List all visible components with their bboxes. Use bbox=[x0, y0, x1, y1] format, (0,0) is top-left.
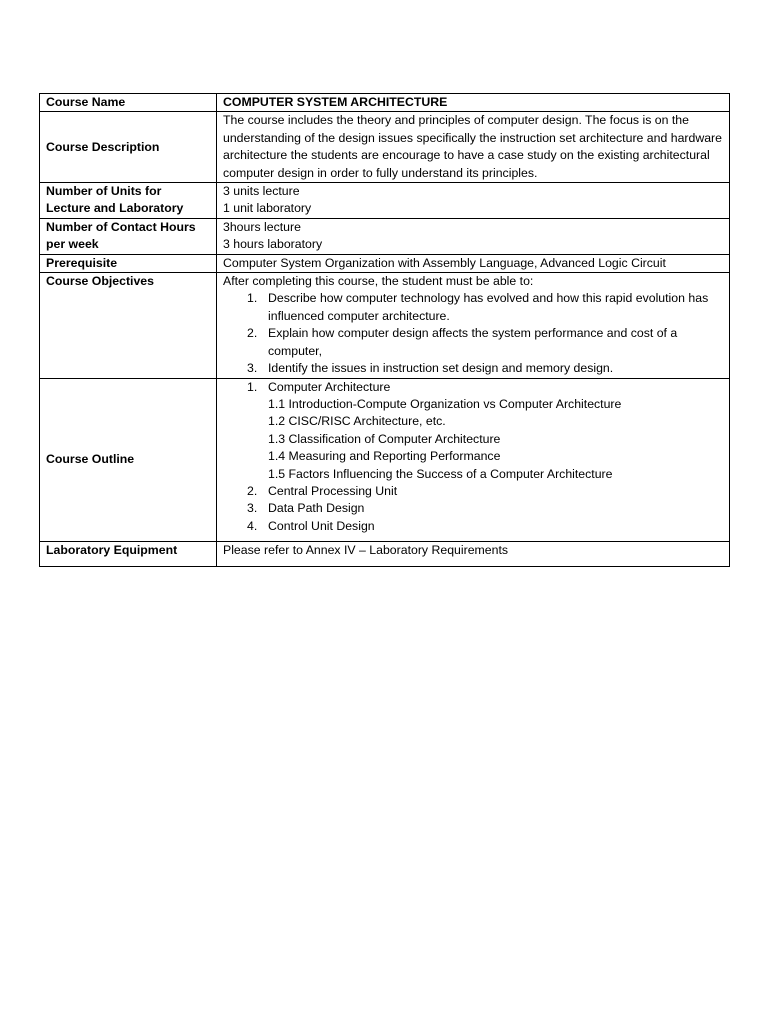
objective-item bbox=[223, 290, 723, 325]
row-course-objectives bbox=[40, 273, 730, 378]
outline-item bbox=[223, 518, 723, 535]
outline-text: Computer Architecture bbox=[268, 379, 391, 394]
course-name-label: Course Name bbox=[40, 94, 217, 112]
outline-subitem: 1.5 Factors Influencing the Success of a Computer Architecture bbox=[268, 466, 613, 481]
course-outline-value bbox=[217, 378, 730, 542]
outline-number: 4. bbox=[247, 518, 258, 533]
contact-hours-value bbox=[217, 218, 730, 254]
units-label bbox=[40, 183, 217, 219]
prerequisite-label: Prerequisite bbox=[40, 254, 217, 272]
outline-number: 1. bbox=[247, 379, 258, 394]
course-description-label: Course Description bbox=[40, 112, 217, 183]
row-course-description bbox=[40, 112, 730, 183]
objective-item bbox=[223, 360, 723, 377]
contact-hours-laboratory: 3 hours laboratory bbox=[223, 237, 323, 252]
objective-item bbox=[223, 325, 723, 360]
outline-item bbox=[223, 483, 723, 500]
outline-subitem: 1.2 CISC/RISC Architecture, etc. bbox=[268, 414, 446, 429]
objective-text: Describe how computer technology has evolved and how this rapid evolution has influenced computer architecture. bbox=[268, 291, 709, 323]
objective-text: Identify the issues in instruction set design and memory design. bbox=[268, 361, 614, 376]
row-laboratory-equipment bbox=[40, 542, 730, 566]
course-objectives-value bbox=[217, 273, 730, 378]
outline-text: Central Processing Unit bbox=[268, 483, 398, 498]
contact-hours-label-line: per week bbox=[46, 237, 99, 252]
course-outline-label: Course Outline bbox=[40, 378, 217, 542]
row-course-name bbox=[40, 94, 730, 112]
outline-text: Control Unit Design bbox=[268, 518, 375, 533]
course-name-value: COMPUTER SYSTEM ARCHITECTURE bbox=[217, 94, 730, 112]
prerequisite-value: Computer System Organization with Assembly Language, Advanced Logic Circuit bbox=[217, 254, 730, 272]
outline-subitem: 1.4 Measuring and Reporting Performance bbox=[268, 449, 501, 464]
row-course-outline bbox=[40, 378, 730, 542]
objective-number: 3. bbox=[247, 361, 258, 376]
course-objectives-label: Course Objectives bbox=[40, 273, 217, 378]
contact-hours-label-line: Number of Contact Hours bbox=[46, 219, 196, 234]
outline-number: 3. bbox=[247, 501, 258, 516]
outline-item bbox=[223, 379, 723, 396]
units-laboratory: 1 unit laboratory bbox=[223, 201, 312, 216]
objective-number: 2. bbox=[247, 326, 258, 341]
objective-text: Explain how computer design affects the system performance and cost of a computer, bbox=[268, 326, 678, 358]
objectives-intro: After completing this course, the student must be able to: bbox=[223, 274, 534, 289]
outline-subitem: 1.3 Classification of Computer Architecture bbox=[268, 431, 501, 446]
laboratory-equipment-label: Laboratory Equipment bbox=[40, 542, 217, 566]
course-syllabus-table bbox=[39, 93, 730, 567]
contact-hours-lecture: 3hours lecture bbox=[223, 219, 301, 234]
units-label-line: Lecture and Laboratory bbox=[46, 201, 184, 216]
course-description-value: The course includes the theory and principles of computer design. The focus is on the understanding of the design issues specifically the instruction set architecture and hardware architecture the students are encourage to have a case study on the existing architectural computer design in order to fully understand its principles. bbox=[217, 112, 730, 183]
laboratory-equipment-value: Please refer to Annex IV – Laboratory Requirements bbox=[217, 542, 730, 566]
units-value bbox=[217, 183, 730, 219]
row-prerequisite bbox=[40, 254, 730, 272]
contact-hours-label bbox=[40, 218, 217, 254]
objective-number: 1. bbox=[247, 291, 258, 306]
outline-number: 2. bbox=[247, 483, 258, 498]
units-lecture: 3 units lecture bbox=[223, 184, 300, 199]
row-number-of-units bbox=[40, 183, 730, 219]
outline-item bbox=[223, 500, 723, 517]
row-contact-hours bbox=[40, 218, 730, 254]
outline-subitem: 1.1 Introduction-Compute Organization vs Computer Architecture bbox=[268, 396, 622, 411]
outline-text: Data Path Design bbox=[268, 501, 365, 516]
units-label-line: Number of Units for bbox=[46, 184, 162, 199]
